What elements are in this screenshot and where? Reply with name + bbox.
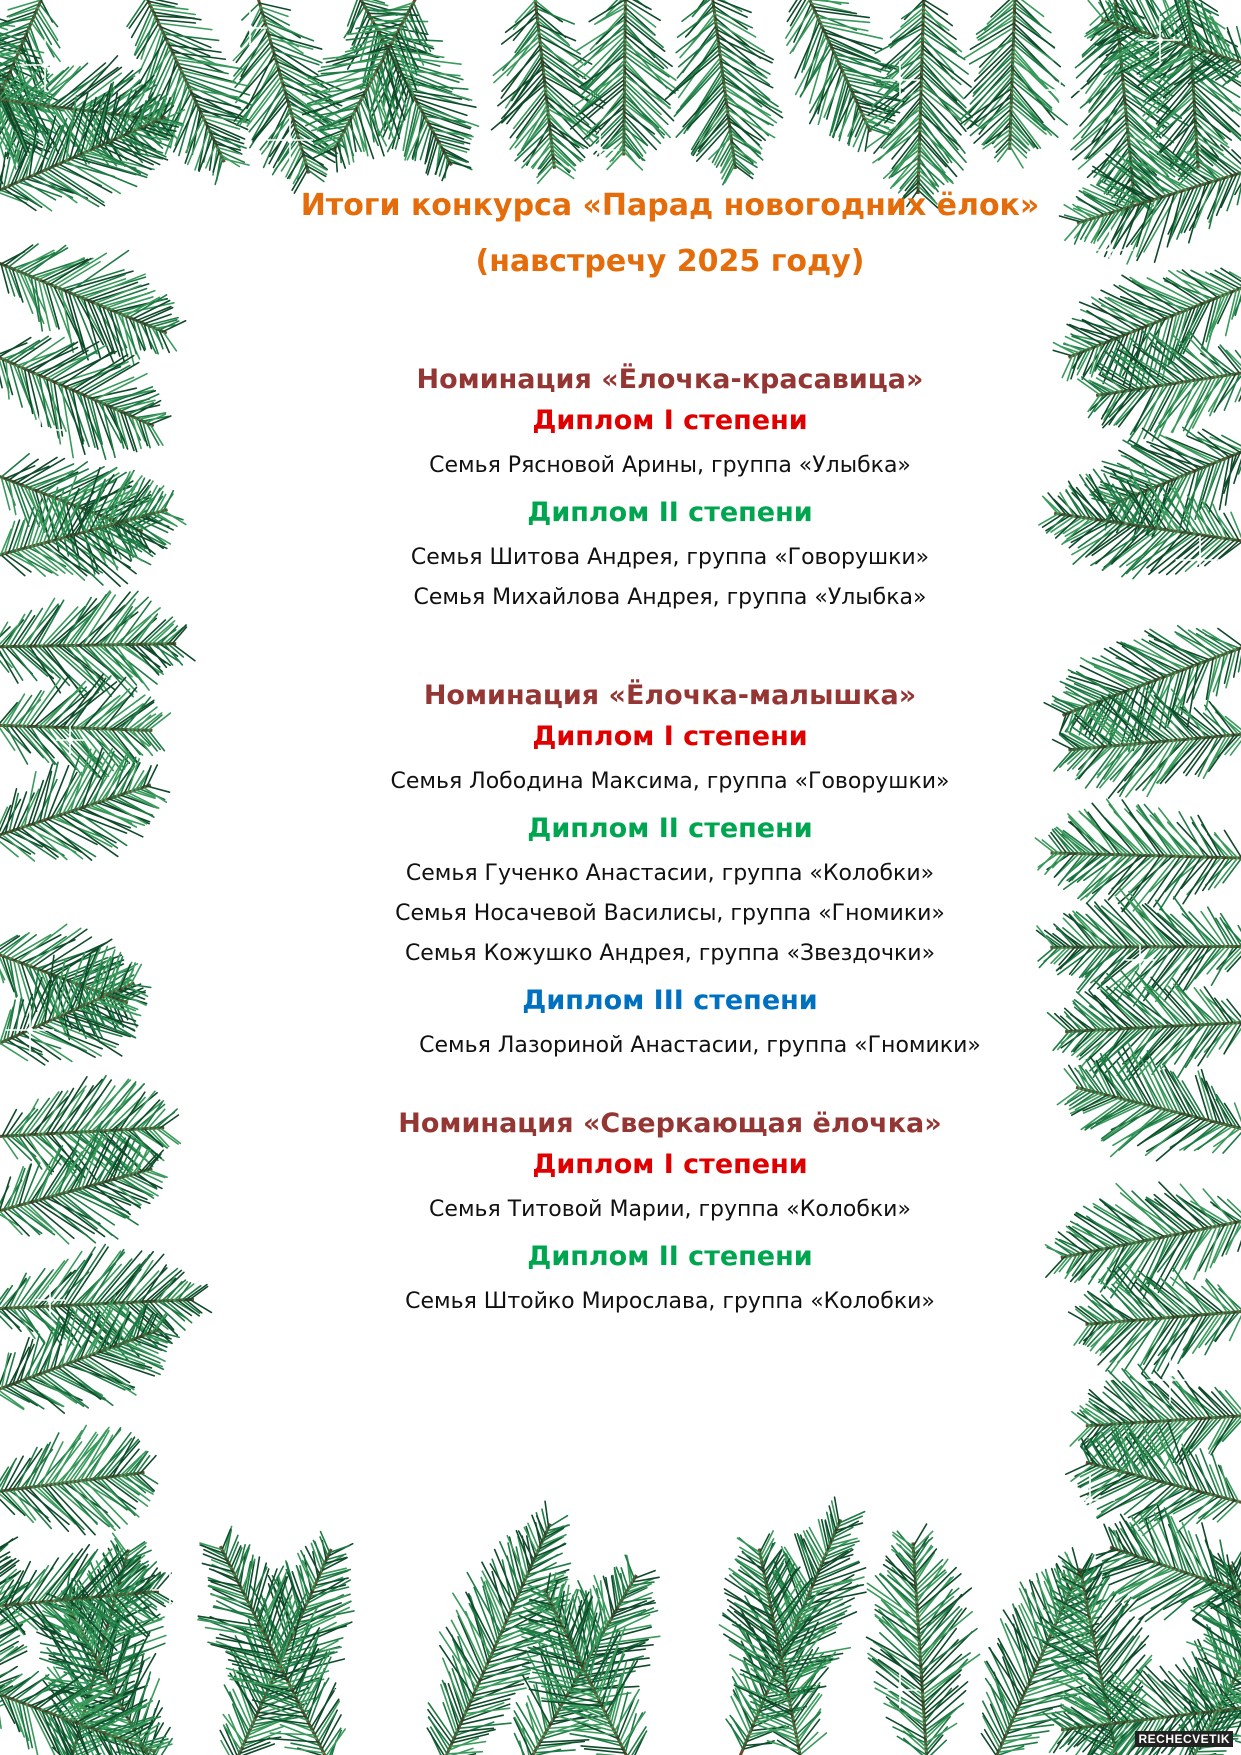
sparkle-icon [676,1676,723,1723]
winner-entry: Семья Лазориной Анастасии, группа «Гномики» [419,1033,981,1058]
winner-entry: Семья Носачевой Василисы, группа «Гномики» [395,901,945,926]
winner-entry: Семья Лободина Максима, группа «Говорушки» [390,769,950,794]
nomination-section-3 [250,1104,1090,1322]
pine-branch [867,1524,980,1755]
winner-entry: Семья Шитова Андрея, группа «Говорушки» [410,545,930,570]
document-title-line-2: (навстречу 2025 году) [475,244,865,279]
pine-branch [866,0,977,208]
sparkle-icon [1087,227,1134,274]
winner-entry: Семья Титовой Марии, группа «Колобки» [429,1197,911,1222]
nomination-section-1 [250,360,1090,618]
pine-branch [571,0,678,170]
pine-branch [0,468,186,586]
document-content [250,178,1090,1322]
document-title-line-1: Итоги конкурса «Парад новогодних ёлок» [300,188,1040,223]
nomination-title: Номинация «Сверкающая ёлочка» [398,1108,942,1139]
sparkle-icon [1147,1357,1194,1404]
winner-entry: Семья Штойко Мирослава, группа «Колобки» [405,1289,935,1314]
nomination-section-2 [250,676,1090,1066]
diploma-heading: Диплом I степени [532,405,808,436]
nomination-title: Номинация «Ёлочка-красавица» [416,364,924,395]
pine-branch [492,0,606,183]
winner-entry: Семья Михайлова Андрея, группа «Улыбка» [413,585,927,610]
pine-branch [127,0,251,184]
winner-entry: Семья Гученко Анастасии, группа «Колобки» [405,861,935,886]
pine-branch [0,336,171,459]
pine-branch [786,0,905,151]
pine-branch [0,748,170,861]
pine-branch [665,0,782,185]
pine-branch [1069,1264,1241,1378]
diploma-heading: Диплом I степени [532,721,808,752]
diploma-heading: Диплом I степени [532,1149,808,1180]
diploma-heading: Диплом II степени [527,1241,813,1272]
pine-branch [0,1426,158,1535]
nomination-title: Номинация «Ёлочка-малышка» [423,680,917,711]
diploma-heading: Диплом III степени [522,985,818,1016]
winner-entry: Семья Кожушко Андрея, группа «Звездочки» [404,941,936,966]
watermark-label: RECHECVETIK [1135,1731,1233,1747]
winner-entry: Семья Рясновой Арины, группа «Улыбка» [429,453,911,478]
diploma-heading: Диплом II степени [527,497,813,528]
sparkle-icon [334,1664,385,1715]
sparkle-icon [15,405,64,454]
pine-branch [960,0,1067,168]
diploma-heading: Диплом II степени [527,813,813,844]
